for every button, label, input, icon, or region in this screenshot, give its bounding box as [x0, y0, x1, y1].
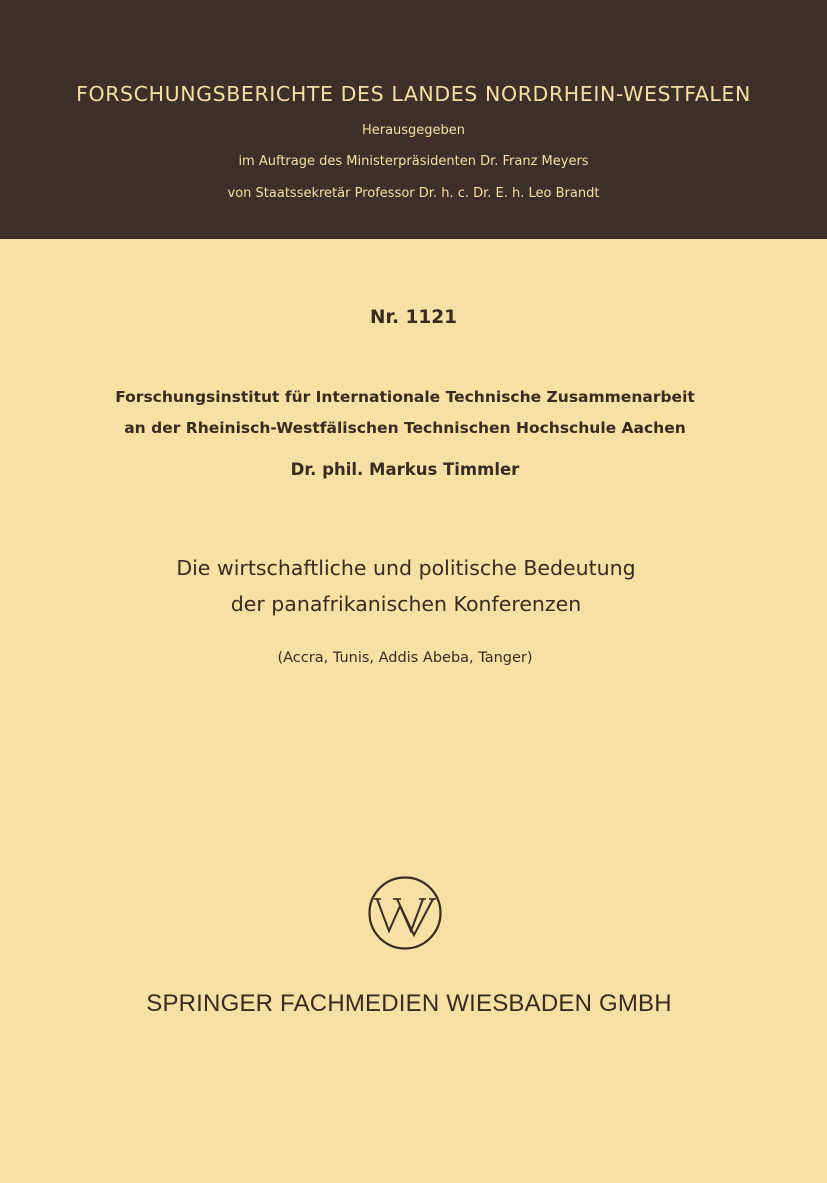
ww-publisher-logo-icon: [367, 875, 443, 951]
header-band: [0, 0, 827, 239]
editor-line-staatssekretaer: von Staatssekretär Professor Dr. h. c. Dr. E. h. Leo Brandt: [227, 186, 600, 201]
institute-line-1: Forschungsinstitut für Internationale Technische Zusammenarbeit: [115, 388, 695, 406]
series-title: FORSCHUNGSBERICHTE DES LANDES NORDRHEIN-WESTFALEN: [76, 82, 751, 106]
editor-line-auftrag: im Auftrage des Ministerpräsidenten Dr. Franz Meyers: [238, 154, 589, 169]
institute-line-2: an der Rheinisch-Westfälischen Technischen Hochschule Aachen: [124, 419, 686, 437]
book-subtitle: (Accra, Tunis, Addis Abeba, Tanger): [277, 650, 533, 666]
editor-line-herausgegeben: Herausgegeben: [361, 123, 466, 138]
book-title-line-2: der panafrikanischen Konferenzen: [230, 592, 582, 616]
publisher-name: SPRINGER FACHMEDIEN WIESBADEN GMBH: [146, 990, 672, 1017]
volume-number: Nr. 1121: [370, 307, 457, 328]
author-name: Dr. phil. Markus Timmler: [290, 460, 520, 479]
book-title-line-1: Die wirtschaftliche und politische Bedeutung: [176, 556, 636, 580]
